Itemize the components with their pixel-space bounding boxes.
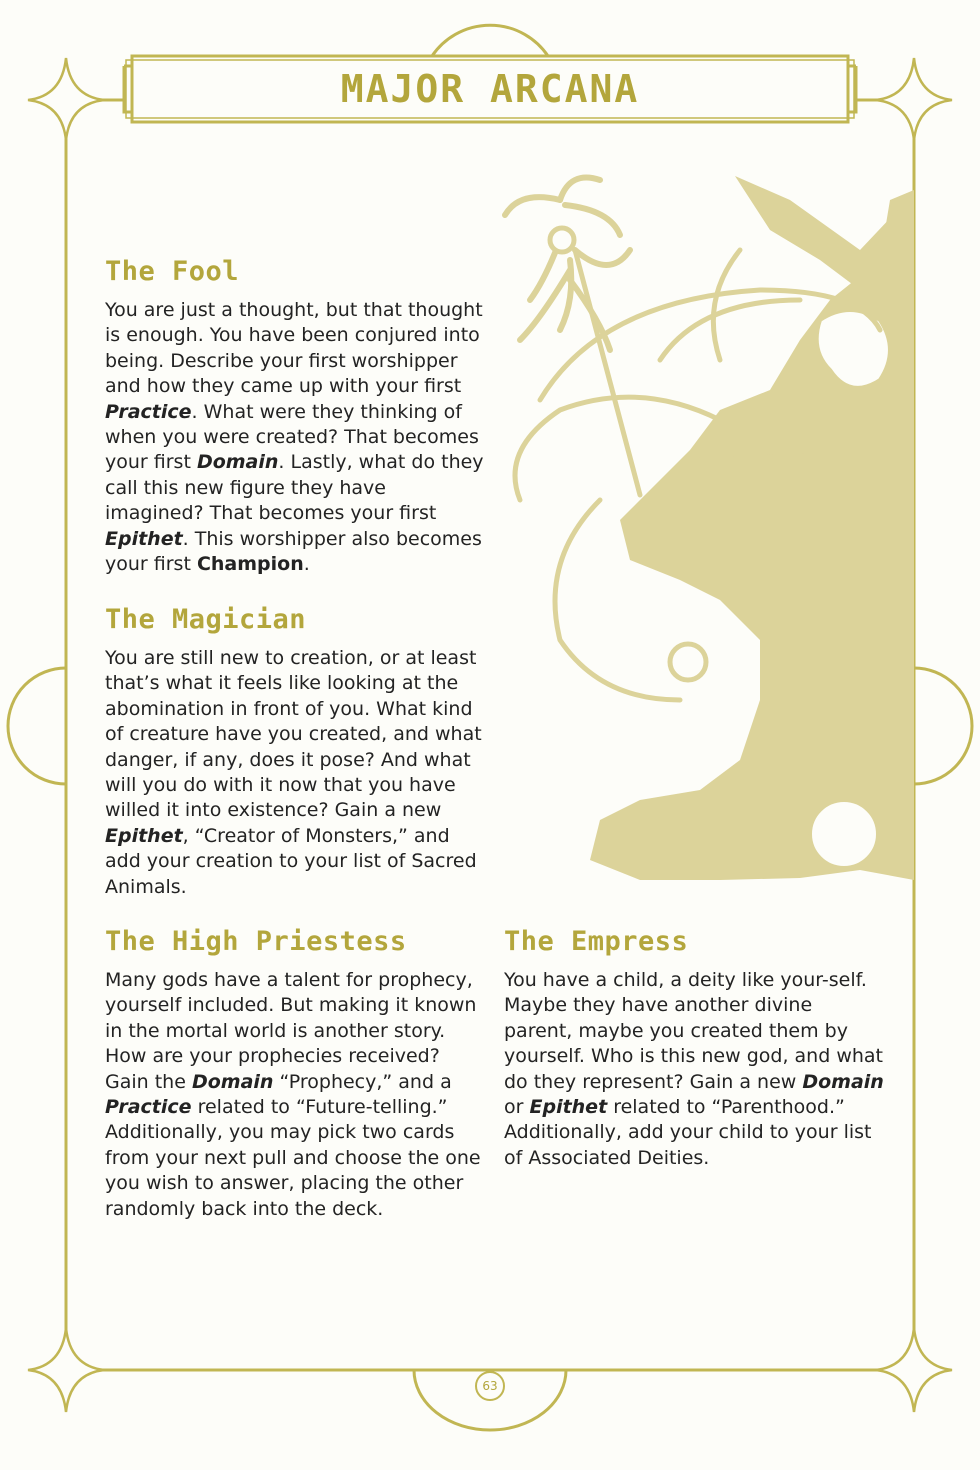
emphasis-term: Domain xyxy=(802,1070,884,1093)
emphasis-term: Epithet xyxy=(529,1096,608,1119)
section-heading: The High Priestess xyxy=(105,926,407,957)
emphasis-term: Practice xyxy=(105,400,192,423)
emphasis-term: Practice xyxy=(105,1096,192,1119)
section-body: You have a child, a deity like your-self. Maybe they have another divine parent, maybe you created them by yourself. Who is this new god, and what do they represent? Gain a new Domain or Epithet related to “Parenthood.” Additionally, add your child to your list of Associated Deities. xyxy=(504,969,884,1169)
section-the-fool xyxy=(105,252,485,577)
section-heading: The Empress xyxy=(504,926,689,957)
page-number: 63 xyxy=(482,1379,498,1393)
emphasis-term: Champion xyxy=(196,553,304,576)
emphasis-term: Epithet xyxy=(105,824,183,847)
section-body: You are just a thought, but that thought is enough. You have been conjured into being. Describe your first worshipper and how they came up with your first Practice. What were they thinking of when you were created? That becomes your first Domain. Lastly, what do they call this new figure they have imagined? That becomes your first Epithet. This worshipper also becomes your first Champion. xyxy=(105,299,484,576)
section-the-high-priestess xyxy=(105,922,485,1222)
section-the-magician xyxy=(105,600,485,900)
section-the-empress xyxy=(504,922,884,1171)
section-body: Many gods have a talent for prophecy, yourself included. But making it known in the mortal world is another story. How are your prophecies received? Gain the Domain “Prophecy,” and a Practice related to “Future-telling.” Additionally, you may pick two cards from your next pull and choose the one you wish to answer, placing the other randomly back into the deck. xyxy=(105,969,481,1220)
emphasis-term: Domain xyxy=(196,451,279,474)
emphasis-term: Epithet xyxy=(105,527,183,550)
emphasis-term: Domain xyxy=(191,1070,274,1093)
jester-and-cloaked-figure-illustration xyxy=(505,176,914,880)
section-heading: The Magician xyxy=(105,604,307,635)
page-title: MAJOR ARCANA xyxy=(340,67,640,111)
section-body: You are still new to creation, or at least that’s what it feels like looking at the abomination in front of you. What kind of creature have you created, and what danger, if any, does it pose? And what will you do with it now that you have willed it into existence? Gain a new Epithet, “Creator of Monsters,” and add your creation to your list of Sacred Animals. xyxy=(105,647,482,898)
section-heading: The Fool xyxy=(105,256,240,287)
